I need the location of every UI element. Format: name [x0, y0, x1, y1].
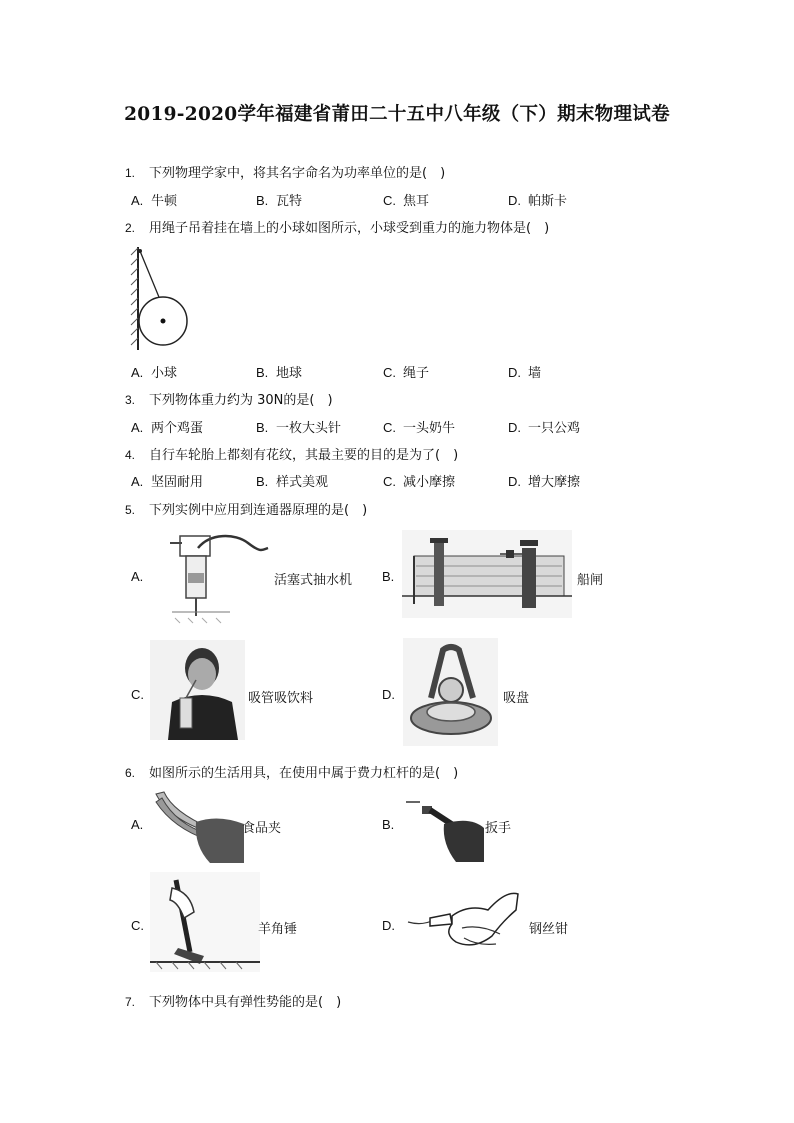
- suction-cup-image: [403, 638, 498, 746]
- option-label: 吸管吸饮料: [248, 691, 314, 706]
- question-text: 下列实例中应用到连通器原理的是( ): [149, 503, 368, 518]
- question-5: [125, 499, 367, 518]
- option-a: A. 两个鸡蛋: [131, 420, 204, 436]
- option-letter: A.: [131, 569, 144, 584]
- question-7: [125, 991, 341, 1010]
- ball-on-wall-figure: [128, 245, 198, 355]
- option-letter: D.: [382, 918, 395, 933]
- question-number: 3.: [125, 393, 136, 407]
- option-a: A. 坚固耐用: [131, 474, 204, 490]
- option-label: 活塞式抽水机: [274, 573, 353, 588]
- question-text: 如图所示的生活用具，在使用中属于费力杠杆的是( ): [149, 766, 459, 781]
- question-text: 自行车轮胎上都刻有花纹，其最主要的目的是为了( ): [149, 448, 459, 463]
- option-label: 吸盘: [503, 691, 530, 706]
- option-b: B. 样式美观: [256, 474, 329, 490]
- option-letter: D.: [382, 687, 395, 702]
- option-label: 钢丝钳: [529, 922, 569, 937]
- option-d: D. 帕斯卡: [508, 193, 568, 209]
- question-number: 5.: [125, 503, 136, 517]
- option-letter: C.: [131, 918, 144, 933]
- wire-pliers-image: [404, 880, 522, 966]
- option-letter: C.: [131, 687, 144, 702]
- page-title: 2019-2020学年福建省莆田二十五中八年级（下）期末物理试卷: [124, 104, 670, 125]
- option-a: A. 牛顿: [131, 193, 178, 209]
- option-letter: A.: [131, 817, 144, 832]
- option-d: D. 增大摩擦: [508, 474, 581, 490]
- question-text: 下列物体中具有弹性势能的是( ): [149, 995, 342, 1010]
- option-a: A. 小球: [131, 365, 178, 381]
- question-2: [125, 217, 549, 236]
- piston-pump-image: [150, 528, 270, 628]
- question-number: 7.: [125, 995, 136, 1009]
- option-c: C. 焦耳: [383, 193, 430, 209]
- question-number: 6.: [125, 766, 136, 780]
- question-number: 4.: [125, 448, 136, 462]
- option-c: C. 减小摩擦: [383, 474, 456, 490]
- question-number: 1.: [125, 166, 136, 180]
- option-label: 食品夹: [242, 821, 282, 836]
- option-letter: B.: [382, 817, 395, 832]
- claw-hammer-image: [150, 872, 260, 972]
- option-label: 羊角锤: [258, 922, 298, 937]
- option-b: B. 一枚大头针: [256, 420, 342, 436]
- option-c: C. 一头奶牛: [383, 420, 456, 436]
- question-1: [125, 162, 445, 181]
- food-tongs-image: [148, 788, 244, 863]
- option-label: 船闸: [577, 573, 604, 588]
- question-number: 2.: [125, 221, 136, 235]
- option-letter: B.: [382, 569, 395, 584]
- question-6: [125, 762, 458, 781]
- option-c: C. 绳子: [383, 365, 430, 381]
- option-b: B. 瓦特: [256, 193, 303, 209]
- wrench-image: [400, 792, 488, 862]
- option-b: B. 地球: [256, 365, 303, 381]
- option-d: D. 一只公鸡: [508, 420, 581, 436]
- question-3: [125, 389, 333, 408]
- question-text: 下列物体重力约为 30N的是( ): [149, 393, 333, 408]
- question-text: 下列物理学家中，将其名字命名为功率单位的是( ): [149, 166, 446, 181]
- question-4: [125, 444, 458, 463]
- ship-lock-image: [402, 530, 572, 618]
- option-label: 扳手: [485, 821, 512, 836]
- option-d: D. 墙: [508, 365, 542, 381]
- question-text: 用绳子吊着挂在墙上的小球如图所示，小球受到重力的施力物体是( ): [149, 221, 550, 236]
- drinking-straw-image: [150, 640, 245, 740]
